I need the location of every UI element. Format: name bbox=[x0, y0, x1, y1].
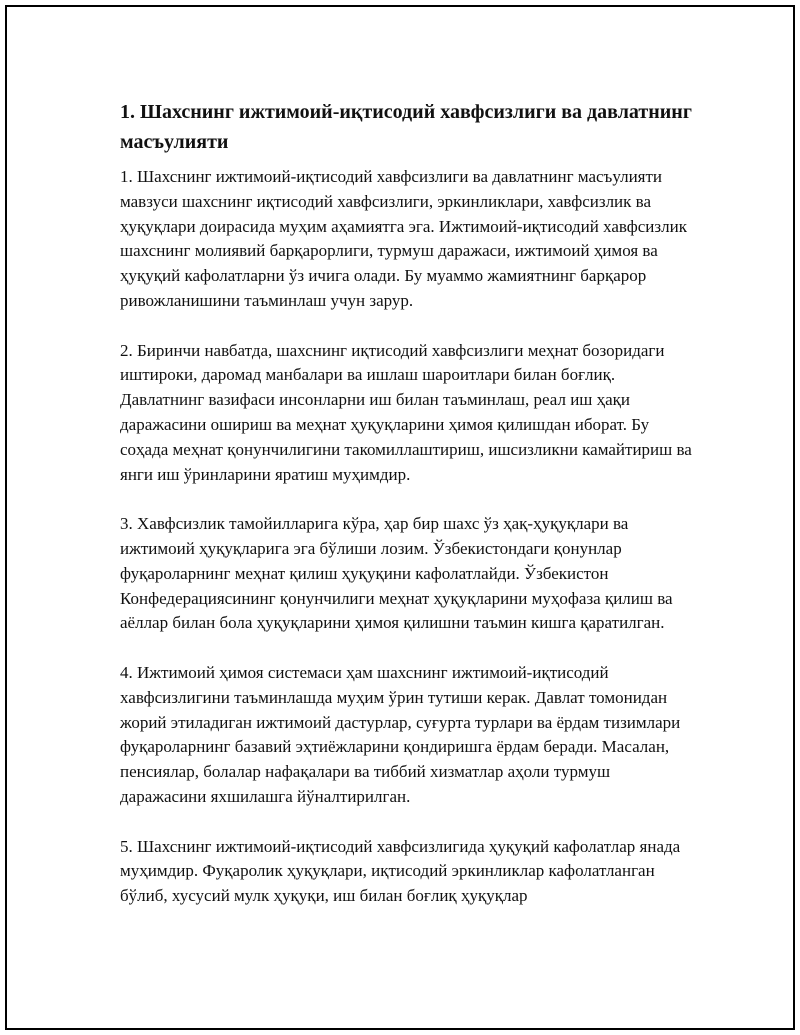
paragraph-5: 5. Шахснинг ижтимоий-иқтисодий хавфсизлигида ҳуқуқий кафолатлар янада муҳимдир. Фуқаролик ҳуқуқлари, иқтисодий эркинликлар кафолатланган бўлиб, хусусий мулк ҳуқуқи, иш билан боғлиқ ҳуқуқлар bbox=[120, 836, 681, 906]
document-body bbox=[120, 97, 700, 934]
paragraph-4: 4. Ижтимоий ҳимоя системаси ҳам шахснинг ижтимоий-иқтисодий хавфсизлигини таъминлашда муҳим ўрин тутиши керак. Давлат томонидан жорий этиладиган ижтимоий дастурлар, суғурта турлари ва ёрдам тизимлари фуқароларнинг базавий эҳтиёжларини қондиришга ёрдам беради. Масалан, пенсиялар, болалар нафақалари ва тиббий хизматлар аҳоли турмуш даражасини яхшилашга йўналтирилган. bbox=[120, 662, 681, 806]
document-heading: 1. Шахснинг ижтимоий-иқтисодий хавфсизлиги ва давлатнинг масъулияти bbox=[120, 101, 692, 153]
paragraph-3: 3. Хавфсизлик тамойилларига кўра, ҳар бир шахс ўз ҳақ-ҳуқуқлари ва ижтимоий ҳуқуқларига эга бўлиши лозим. Ўзбекистондаги қонунлар фуқароларнинг меҳнат қилиш ҳуқуқини кафолатлайди. Ўзбекистон Конфедерациясининг қонунчилиги меҳнат ҳуқуқларини муҳофаза қилиш ва аёллар билан бола ҳуқуқларини ҳимоя қилишни таъмин кишга қаратилган. bbox=[120, 514, 673, 633]
paragraph-2: 2. Биринчи навбатда, шахснинг иқтисодий хавфсизлиги меҳнат бозоридаги иштироки, даромад манбалари ва ишлаш шароитлари билан боғлиқ. Давлатнинг вазифаси инсонларни иш билан таъминлаш, реал иш ҳақи даражасини ошириш ва меҳнат ҳуқуқларини ҳимоя қилишдан иборат. Бу соҳада меҳнат қонунчилигини такомиллаштириш, ишсизликни камайтириш ва янги иш ўринларини яратиш муҳимдир. bbox=[120, 340, 692, 484]
page-frame bbox=[5, 5, 795, 1030]
paragraph-1: 1. Шахснинг ижтимоий-иқтисодий хавфсизлиги ва давлатнинг масъулияти мавзуси шахснинг иқтисодий хавфсизлиги, эркинликлари, хавфсизлик ва ҳуқуқлари доирасида муҳим аҳамиятга эга. Ижтимоий-иқтисодий хавфсизлик шахснинг молиявий барқарорлиги, турмуш даражаси, ижтимоий ҳимоя ва ҳуқуқий кафолатларни ўз ичига олади. Бу муаммо жамиятнинг барқарор ривожланишини таъминлаш учун зарур. bbox=[120, 167, 687, 310]
